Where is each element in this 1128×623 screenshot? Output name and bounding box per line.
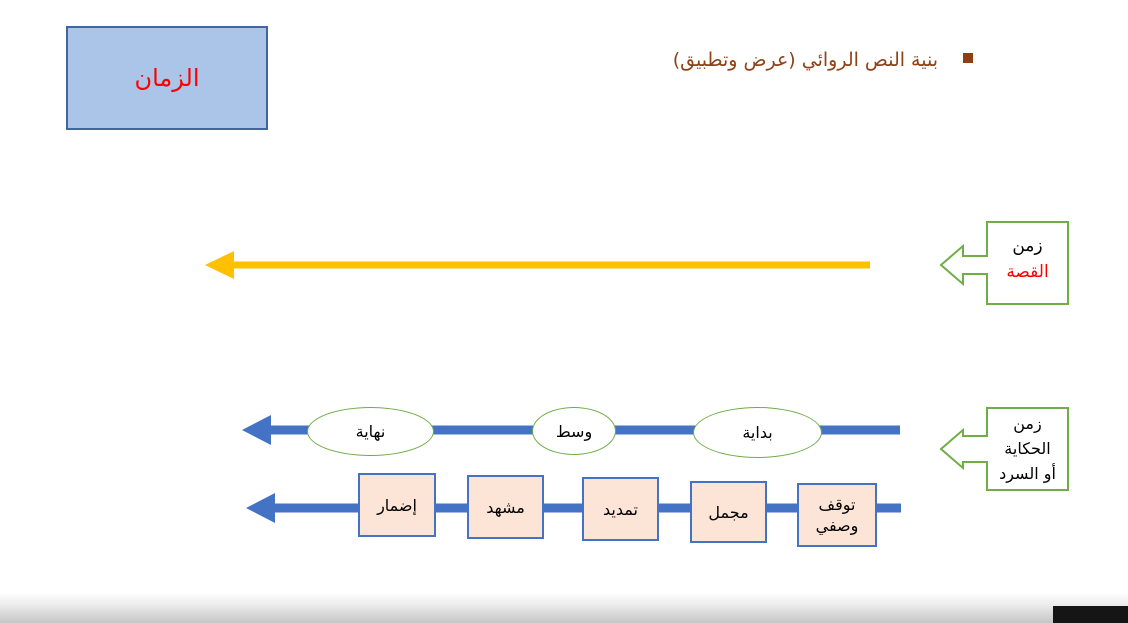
technique-box-ellipsis [358,473,436,537]
technique-label: إضمار [377,495,417,515]
story-time-line1: زمن [1012,236,1043,256]
time-title-box [66,26,268,130]
technique-box-summary [690,481,767,543]
story-time-line2: القصة [1006,262,1049,282]
stage-label: بداية [742,423,773,442]
stage-ellipse-middle [532,407,616,455]
narration-time-line1: زمن [1013,414,1042,433]
slide-title: بنية النص الروائي (عرض وتطبيق) [672,49,938,71]
time-title-label: الزمان [134,64,200,92]
stage-label: نهاية [355,422,386,441]
stage-label: وسط [555,421,593,441]
technique-label: توقف وصفي [815,495,859,535]
technique-label: مجمل [708,502,749,522]
narration-time-callout [987,411,1068,486]
bottom-player-bar [0,592,1128,623]
technique-box-scene [467,475,544,539]
technique-box-stretch [582,477,659,541]
story-time-callout [987,233,1068,285]
technique-label: مشهد [486,497,525,517]
narration-time-line2: الحكاية [1004,439,1051,458]
stage-ellipse-end [307,407,434,456]
story-time-arrow [205,251,870,279]
technique-box-descriptive-pause [797,483,877,547]
bottom-right-dark-box [1053,606,1128,623]
technique-label: تمديد [603,499,638,519]
stage-ellipse-beginning [693,407,822,458]
title-bullet-icon [963,53,973,63]
narration-time-line3: أو السرد [999,464,1056,483]
